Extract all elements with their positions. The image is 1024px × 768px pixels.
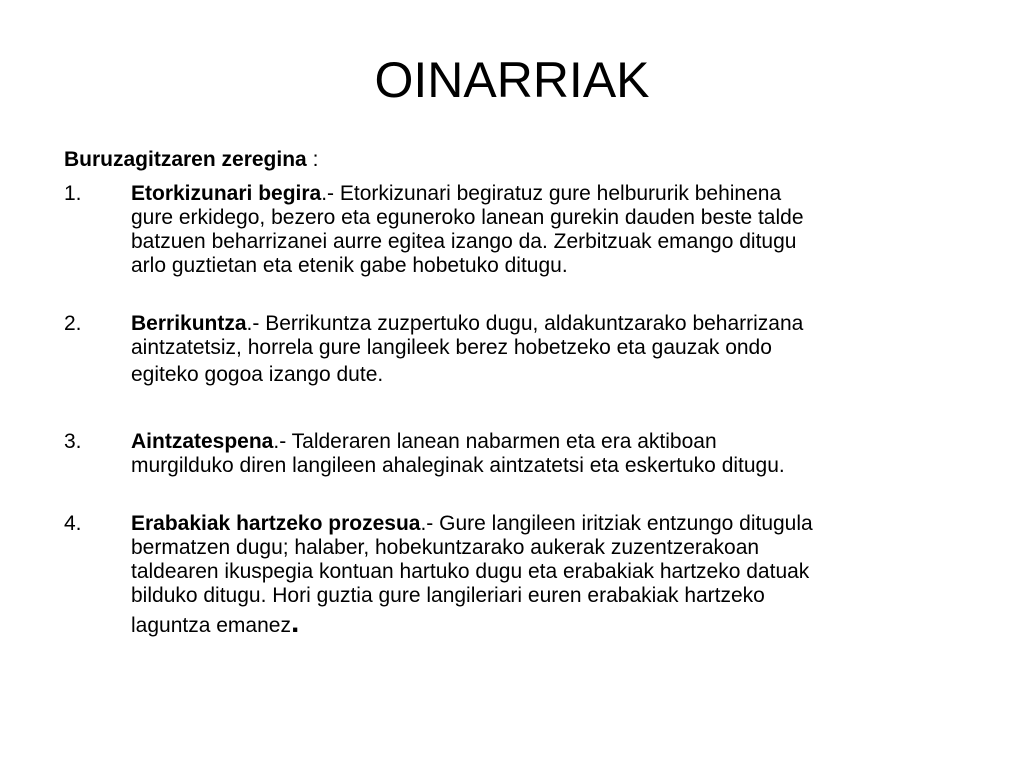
item-tail-mark: . bbox=[290, 606, 300, 639]
item-line bbox=[131, 512, 991, 536]
slide-subtitle bbox=[64, 147, 318, 173]
item-tail: laguntza emanez bbox=[131, 614, 291, 637]
item-text: .- Berrikuntza zuzpertuko dugu, aldakuntzarako beharrizana bbox=[246, 312, 804, 335]
item-heading: Etorkizunari begira bbox=[131, 182, 322, 205]
item-text: .- Gure langileen iritziak entzungo ditugula bbox=[420, 512, 813, 535]
item-line: egiteko gogoa izango dute. bbox=[131, 363, 384, 386]
item-line bbox=[131, 430, 991, 454]
item-number: 4. bbox=[64, 512, 82, 535]
slide-title: OINARRIAK bbox=[374, 52, 650, 108]
item-number: 3. bbox=[64, 430, 82, 453]
item-line bbox=[131, 182, 991, 206]
item-line: gure erkidego, bezero eta eguneroko lanean gurekin dauden beste talde bbox=[131, 206, 804, 229]
item-body bbox=[131, 430, 991, 478]
item-number: 2. bbox=[64, 312, 82, 335]
item-heading: Berrikuntza bbox=[131, 312, 247, 335]
item-body bbox=[131, 182, 991, 278]
item-line: murgilduko diren langileen ahaleginak aintzatetsi eta eskertuko ditugu. bbox=[131, 454, 785, 477]
item-line: bilduko ditugu. Hori guztia gure langileriari euren erabakiak hartzeko bbox=[131, 584, 765, 607]
item-line: taldearen ikuspegia kontuan hartuko dugu eta erabakiak hartzeko datuak bbox=[131, 560, 810, 583]
item-line bbox=[131, 608, 991, 641]
item-body bbox=[131, 312, 991, 390]
item-number: 1. bbox=[64, 182, 82, 205]
subtitle-bold: Buruzagitzaren zeregina bbox=[64, 148, 307, 171]
item-text: .- Etorkizunari begiratuz gure helbururik behinena bbox=[321, 182, 782, 205]
item-heading: Aintzatespena bbox=[131, 430, 274, 453]
item-line bbox=[131, 312, 991, 336]
item-line: aintzatetsiz, horrela gure langileek berez hobetzeko eta gauzak ondo bbox=[131, 336, 772, 359]
item-line: arlo guztietan eta etenik gabe hobetuko ditugu. bbox=[131, 254, 568, 277]
subtitle-suffix: : bbox=[306, 148, 319, 171]
item-heading: Erabakiak hartzeko prozesua bbox=[131, 512, 421, 535]
item-line: bermatzen dugu; halaber, hobekuntzarako aukerak zuzentzerakoan bbox=[131, 536, 760, 559]
item-text: .- Talderaren lanean nabarmen eta era aktiboan bbox=[273, 430, 717, 453]
item-body bbox=[131, 512, 991, 641]
item-line: batzuen beharrizanei aurre egitea izango da. Zerbitzuak emango ditugu bbox=[131, 230, 797, 253]
